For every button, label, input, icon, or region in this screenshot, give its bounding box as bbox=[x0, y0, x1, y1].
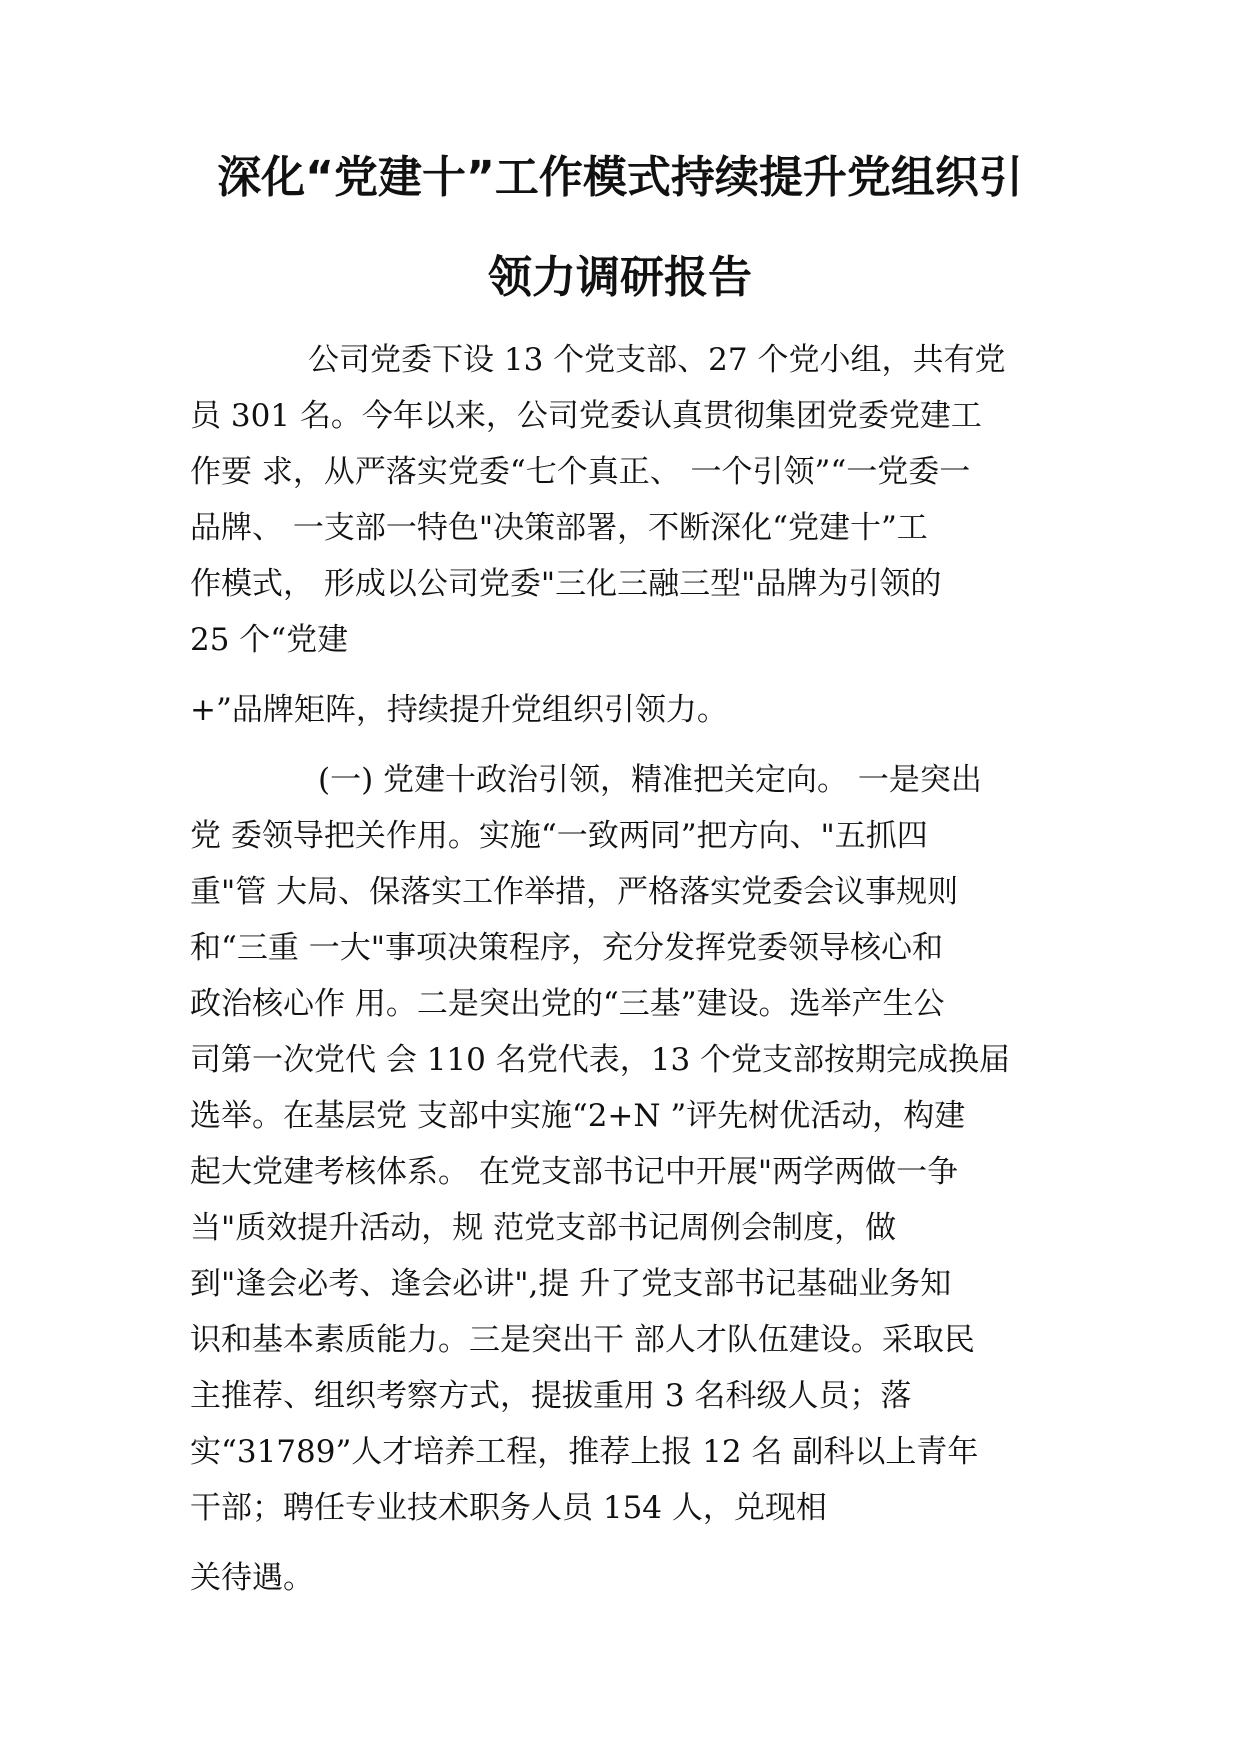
body-line-7: +”品牌矩阵，持续提升党组织引领力。 bbox=[190, 692, 728, 728]
document-title-line-1: 深化“党建十”工作模式持续提升党组织引 bbox=[217, 152, 1023, 203]
body-line-8: (一) 党建十政治引领，精准把关定向。 一是突出 bbox=[318, 762, 982, 798]
body-line-22: 关待遇。 bbox=[190, 1560, 314, 1596]
body-line-4: 品牌、 一支部一特色"决策部署，不断深化“党建十”工 bbox=[190, 510, 928, 546]
body-line-5: 作模式， 形成以公司党委"三化三融三型"品牌为引领的 bbox=[190, 566, 942, 602]
body-line-6: 25 个“党建 bbox=[190, 622, 349, 658]
body-line-17: 到"逢会必考、逢会必讲",提 升了党支部书记基础业务知 bbox=[190, 1266, 952, 1302]
body-line-11: 和“三重 一大"事项决策程序，充分发挥党委领导核心和 bbox=[190, 930, 943, 966]
document-title-line-2: 领力调研报告 bbox=[488, 252, 752, 303]
body-line-18: 识和基本素质能力。三是突出干 部人才队伍建设。采取民 bbox=[190, 1322, 975, 1358]
body-line-19: 主推荐、组织考察方式，提拔重用 3 名科级人员；落 bbox=[190, 1378, 912, 1414]
body-line-14: 选举。在基层党 支部中实施“2+N ”评先树优活动，构建 bbox=[190, 1098, 966, 1134]
body-line-9: 党 委领导把关作用。实施“一致两同”把方向、"五抓四 bbox=[190, 818, 928, 854]
body-line-1: 公司党委下设 13 个党支部、27 个党小组，共有党 bbox=[308, 342, 1006, 378]
body-line-16: 当"质效提升活动，规 范党支部书记周例会制度，做 bbox=[190, 1210, 897, 1246]
body-line-2: 员 301 名。今年以来，公司党委认真贯彻集团党委党建工 bbox=[190, 398, 982, 434]
body-line-12: 政治核心作 用。二是突出党的“三基”建设。选举产生公 bbox=[190, 986, 945, 1022]
body-line-3: 作要 求，从严落实党委“七个真正、 一个引领”“一党委一 bbox=[190, 454, 971, 490]
body-line-20: 实“31789”人才培养工程，推荐上报 12 名 副科以上青年 bbox=[190, 1434, 979, 1470]
body-line-15: 起大党建考核体系。 在党支部书记中开展"两学两做一争 bbox=[190, 1154, 959, 1190]
body-line-21: 干部；聘任专业技术职务人员 154 人，兑现相 bbox=[190, 1490, 827, 1526]
body-line-10: 重"管 大局、保落实工作举措，严格落实党委会议事规则 bbox=[190, 874, 959, 910]
body-line-13: 司第一次党代 会 110 名党代表，13 个党支部按期完成换届 bbox=[190, 1042, 1011, 1078]
